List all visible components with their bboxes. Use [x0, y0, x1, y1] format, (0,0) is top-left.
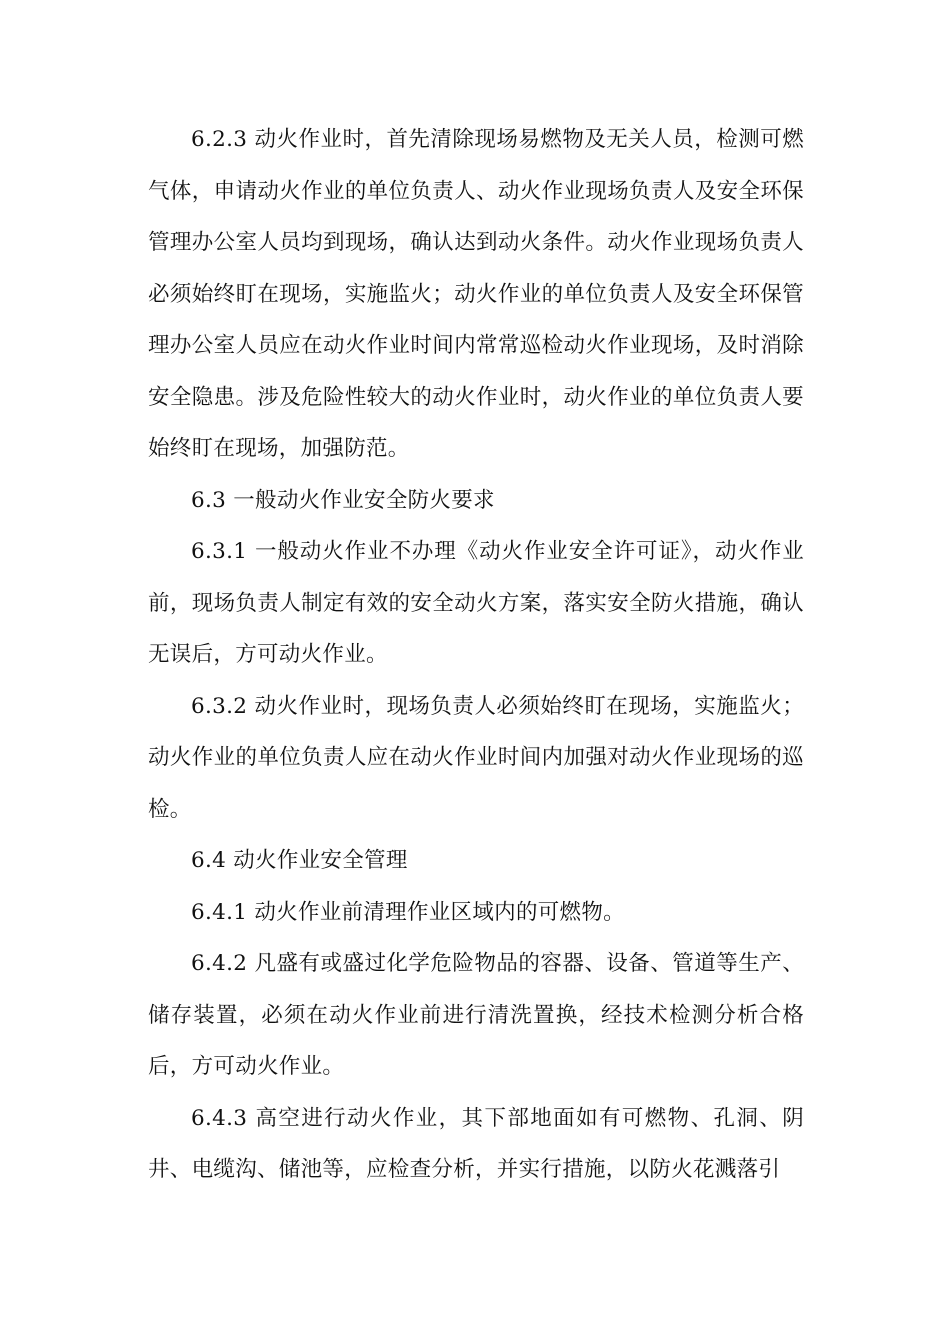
heading-6-4: 6.4 动火作业安全管理: [191, 848, 408, 873]
paragraph-6-2-3: 6.2.3 动火作业时，首先清除现场易燃物及无关人员，检测可燃气体，申请动火作业的单位负责人、动火作业现场负责人及安全环保管理办公室人员均到现场，确认达到动火条件。动火作业现场负责人必须始终盯在现场，实施监火；动火作业的单位负责人及安全环保管理办公室人员应在动火作业时间内常常巡检动火作业现场，及时消除安全隐患。涉及危险性较大的动火作业时，动火作业的单位负责人要始终盯在现场，加强防范。: [148, 127, 804, 461]
document-page: [148, 114, 804, 1196]
paragraph-6-4-3: 6.4.3 高空进行动火作业，其下部地面如有可燃物、孔洞、阴井、电缆沟、储池等，应检查分析，并实行措施，以防火花溅落引: [148, 1105, 804, 1182]
paragraph-6-3-1: 6.3.1 一般动火作业不办理《动火作业安全许可证》，动火作业前，现场负责人制定有效的安全动火方案，落实安全防火措施，确认无误后，方可动火作业。: [148, 539, 804, 667]
heading-6-3: 6.3 一般动火作业安全防火要求: [191, 487, 495, 513]
paragraph-6-3-2: 6.3.2 动火作业时，现场负责人必须始终盯在现场，实施监火；动火作业的单位负责人应在动火作业时间内加强对动火作业现场的巡检。: [148, 693, 804, 822]
paragraph-6-4-2: 6.4.2 凡盛有或盛过化学危险物品的容器、设备、管道等生产、储存装置，必须在动火作业前进行清洗置换，经技术检测分析合格后，方可动火作业。: [148, 951, 804, 1079]
paragraph-6-4-1: 6.4.1 动火作业前清理作业区域内的可燃物。: [191, 899, 625, 925]
